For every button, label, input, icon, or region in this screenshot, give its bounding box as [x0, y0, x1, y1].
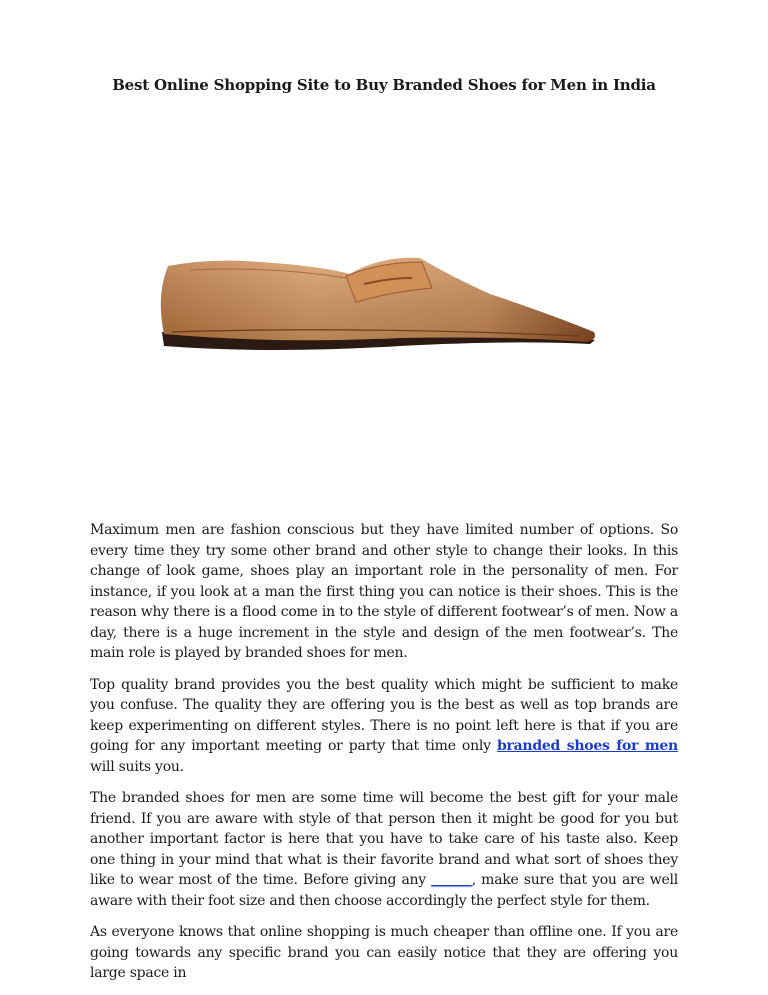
paragraph: The branded shoes for men are some time will become the best gift for your male friend. If you are aware with style of that person then it might be good for you but another important factor is here that you have to take care of his taste also. Keep one thing in your mind that what is their favorite brand and what sort of shoes they like to wear most of the time. Before giving any ______, make sure that you are well aware with their foot size and then choose accordingly the perfect style for them. [90, 790, 678, 909]
paragraph: Top quality brand provides you the best quality which might be sufficient to make you confuse. The quality they are offering you is the best as well as top brands are keep experimenting on different styles. There is no point left here is that if you are going for any important meeting or party that time only branded shoes for men will suits you. [90, 676, 678, 775]
shoe-icon [150, 236, 610, 366]
paragraph: Maximum men are fashion conscious but they have limited number of options. So every time they try some other brand and other style to change their looks. In this change of look game, shoes play an important role in the personality of men. For instance, if you look at a man the first thing you can notice is their shoes. This is the reason why there is a flood come in to the style of different footwear’s of men. Now a day, there is a huge increment in the style and design of the men footwear’s. The main role is played by branded shoes for men. [90, 522, 678, 661]
paragraph: As everyone knows that online shopping is much cheaper than offline one. If you are going towards any specific brand you can easily notice that they are offering you large space in [90, 924, 678, 981]
branded-shoes-link[interactable]: branded shoes for men [496, 738, 678, 754]
page-title: Best Online Shopping Site to Buy Branded Shoes for Men in India [112, 76, 656, 94]
article-body [90, 520, 678, 995]
blank-link[interactable]: ______ [431, 872, 472, 888]
